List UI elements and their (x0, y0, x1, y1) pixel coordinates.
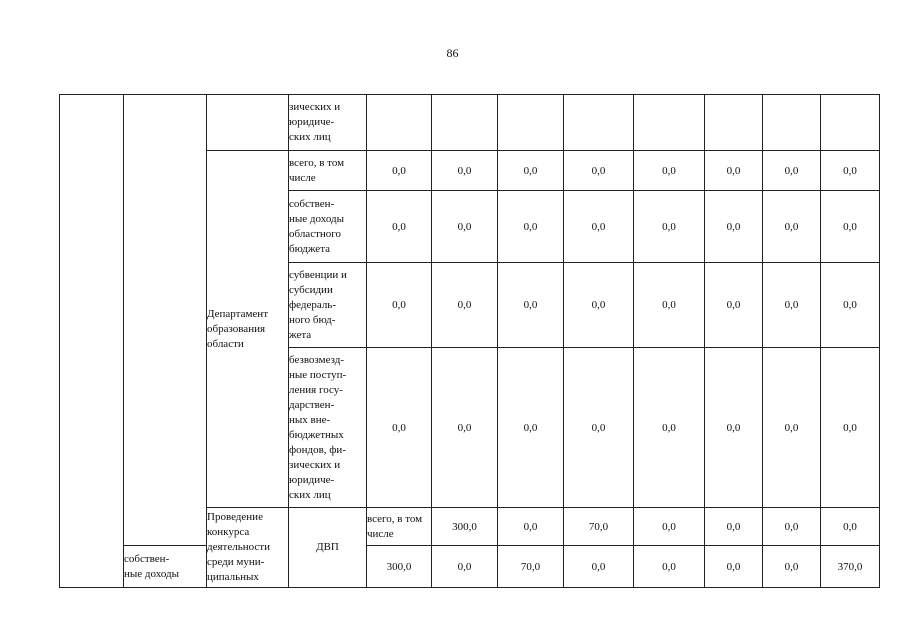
value-cell: 0,0 (432, 151, 498, 191)
value-cell: 0,0 (432, 191, 498, 263)
event-cell: Проведение конкурса деятельности среди муни- ципальных (207, 508, 289, 588)
value-cell: 0,0 (498, 151, 564, 191)
value-cell: 0,0 (367, 191, 432, 263)
value-cell: 0,0 (821, 263, 880, 348)
value-cell: 0,0 (367, 263, 432, 348)
number-cell (60, 95, 124, 588)
value-cell (705, 95, 763, 151)
value-cell (821, 95, 880, 151)
table-row (60, 95, 880, 151)
value-cell (432, 95, 498, 151)
value-cell: 0,0 (705, 151, 763, 191)
page-number: 86 (446, 46, 459, 60)
value-cell: 0,0 (821, 348, 880, 508)
value-cell (498, 95, 564, 151)
value-cell: 0,0 (634, 263, 705, 348)
value-cell: 300,0 (432, 508, 498, 546)
executor-cell (207, 95, 289, 151)
value-cell: 0,0 (763, 348, 821, 508)
value-cell: 0,0 (705, 508, 763, 546)
value-cell: 0,0 (367, 151, 432, 191)
value-cell (634, 95, 705, 151)
value-cell: 0,0 (634, 151, 705, 191)
value-cell: 0,0 (432, 263, 498, 348)
value-cell: 0,0 (498, 263, 564, 348)
value-cell: 70,0 (564, 508, 634, 546)
value-cell: 0,0 (498, 508, 564, 546)
value-cell (763, 95, 821, 151)
value-cell: 0,0 (763, 263, 821, 348)
value-cell: 0,0 (498, 191, 564, 263)
value-cell: 0,0 (564, 151, 634, 191)
value-cell: 0,0 (564, 546, 634, 588)
value-cell: 0,0 (821, 508, 880, 546)
value-cell: 0,0 (498, 348, 564, 508)
value-cell: 0,0 (634, 191, 705, 263)
value-cell (367, 95, 432, 151)
value-cell: 0,0 (763, 508, 821, 546)
value-cell: 0,0 (634, 546, 705, 588)
value-cell: 0,0 (763, 546, 821, 588)
value-cell: 370,0 (821, 546, 880, 588)
value-cell: 70,0 (498, 546, 564, 588)
value-cell: 0,0 (705, 263, 763, 348)
value-cell: 0,0 (821, 151, 880, 191)
funding-source-cell: всего, в том числе (367, 508, 432, 546)
value-cell: 0,0 (432, 348, 498, 508)
funding-source-cell: всего, в том числе (289, 151, 367, 191)
executor-cell: Департамент образования области (207, 151, 289, 508)
value-cell: 0,0 (763, 151, 821, 191)
value-cell: 0,0 (564, 191, 634, 263)
value-cell: 0,0 (564, 263, 634, 348)
value-cell: 0,0 (564, 348, 634, 508)
budget-table (59, 94, 880, 588)
funding-source-cell: безвозмезд- ные поступ- ления госу- дарствен- ных вне- бюджетных фондов, фи- зических и юридиче- ских лиц (289, 348, 367, 508)
value-cell: 0,0 (705, 348, 763, 508)
funding-source-cell: собствен- ные доходы (124, 546, 207, 588)
event-cell (124, 95, 207, 546)
funding-source-cell: зических и юридиче- ских лиц (289, 95, 367, 151)
value-cell: 0,0 (367, 348, 432, 508)
value-cell: 0,0 (432, 546, 498, 588)
funding-source-cell: субвенции и субсидии федераль- ного бюд- жета (289, 263, 367, 348)
value-cell: 300,0 (367, 546, 432, 588)
value-cell: 0,0 (705, 546, 763, 588)
value-cell: 0,0 (821, 191, 880, 263)
value-cell: 0,0 (634, 508, 705, 546)
funding-source-cell: собствен- ные доходы областного бюджета (289, 191, 367, 263)
executor-cell: ДВП (289, 508, 367, 588)
value-cell: 0,0 (634, 348, 705, 508)
value-cell: 0,0 (705, 191, 763, 263)
table-row (60, 546, 880, 588)
value-cell (564, 95, 634, 151)
value-cell: 0,0 (763, 191, 821, 263)
